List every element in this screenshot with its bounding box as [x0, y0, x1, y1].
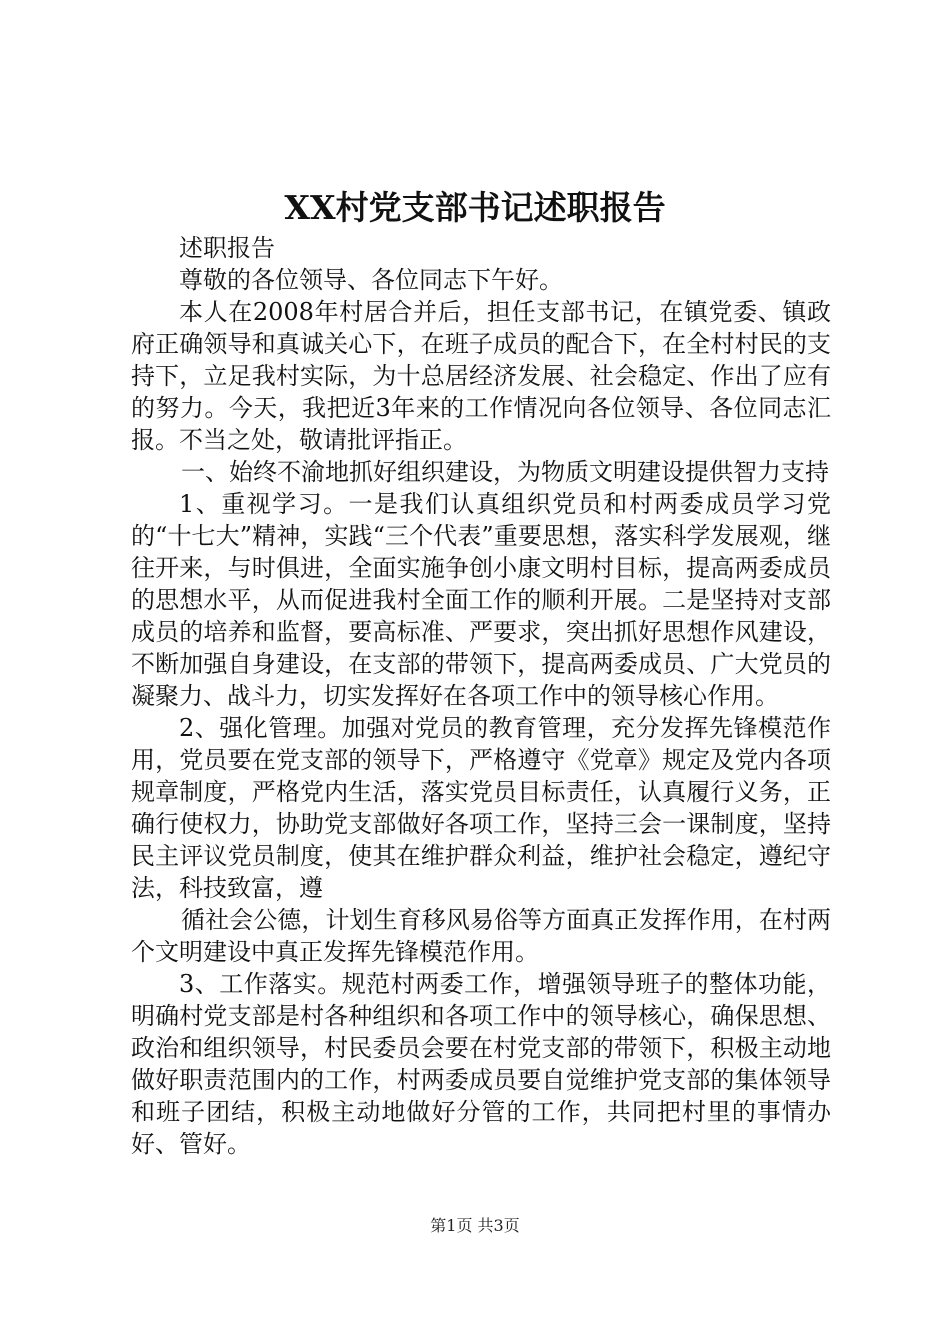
- paragraph-greeting: 尊敬的各位领导、各位同志下午好。: [179, 266, 563, 294]
- paragraph-implementation: 3、工作落实。规范村两委工作，增强领导班子的整体功能，明确村党支部是村各种组织和各项工作中的领导核心，确保思想、政治和组织领导，村民委员会要在村党支部的带领下，积极主动地做好职责范围内的工作，村两委成员要自觉维护党支部的集体领导和班子团结，积极主动地做好分管的工作，共同把村里的事情办好、管好。: [131, 970, 831, 1158]
- document-title: XX村党支部书记述职报告: [284, 188, 666, 227]
- paragraph-intro: 本人在2008年村居合并后，担任支部书记，在镇党委、镇政府正确领导和真诚关心下，在班子成员的配合下，在全村村民的支持下，立足我村实际，为十总居经济发展、社会稳定、作出了应有的努力。今天，我把近3年来的工作情况向各位领导、各位同志汇报。不当之处，敬请批评指正。: [131, 298, 831, 454]
- page-number-footer: 第1页 共3页: [430, 1216, 520, 1235]
- paragraph-study: 1、重视学习。一是我们认真组织党员和村两委成员学习党的“十七大”精神，实践“三个代表”重要思想，落实科学发展观，继往开来，与时俱进，全面实施争创小康文明村目标，提高两委成员的思想水平，从而促进我村全面工作的顺利开展。二是坚持对支部成员的培养和监督，要高标准、严要求，突出抓好思想作风建设，不断加强自身建设，在支部的带领下，提高两委成员、广大党员的凝聚力、战斗力，切实发挥好在各项工作中的领导核心作用。: [131, 490, 831, 710]
- paragraph-management: 2、强化管理。加强对党员的教育管理，充分发挥先锋模范作用，党员要在党支部的领导下，严格遵守《党章》规定及党内各项规章制度，严格党内生活，落实党员目标责任，认真履行义务，正确行使权力，协助党支部做好各项工作，坚持三会一课制度，坚持民主评议党员制度，使其在维护群众利益，维护社会稳定，遵纪守法，科技致富，遵: [131, 714, 831, 902]
- document-body: [131, 232, 831, 1160]
- section-heading-1: 一、始终不渝地抓好组织建设，为物质文明建设提供智力支持: [181, 458, 829, 486]
- paragraph-management-continued: 循社会公德，计划生育移风易俗等方面真正发挥作用，在村两个文明建设中真正发挥先锋模范作用。: [131, 906, 831, 966]
- paragraph-heading-label: 述职报告: [179, 234, 275, 262]
